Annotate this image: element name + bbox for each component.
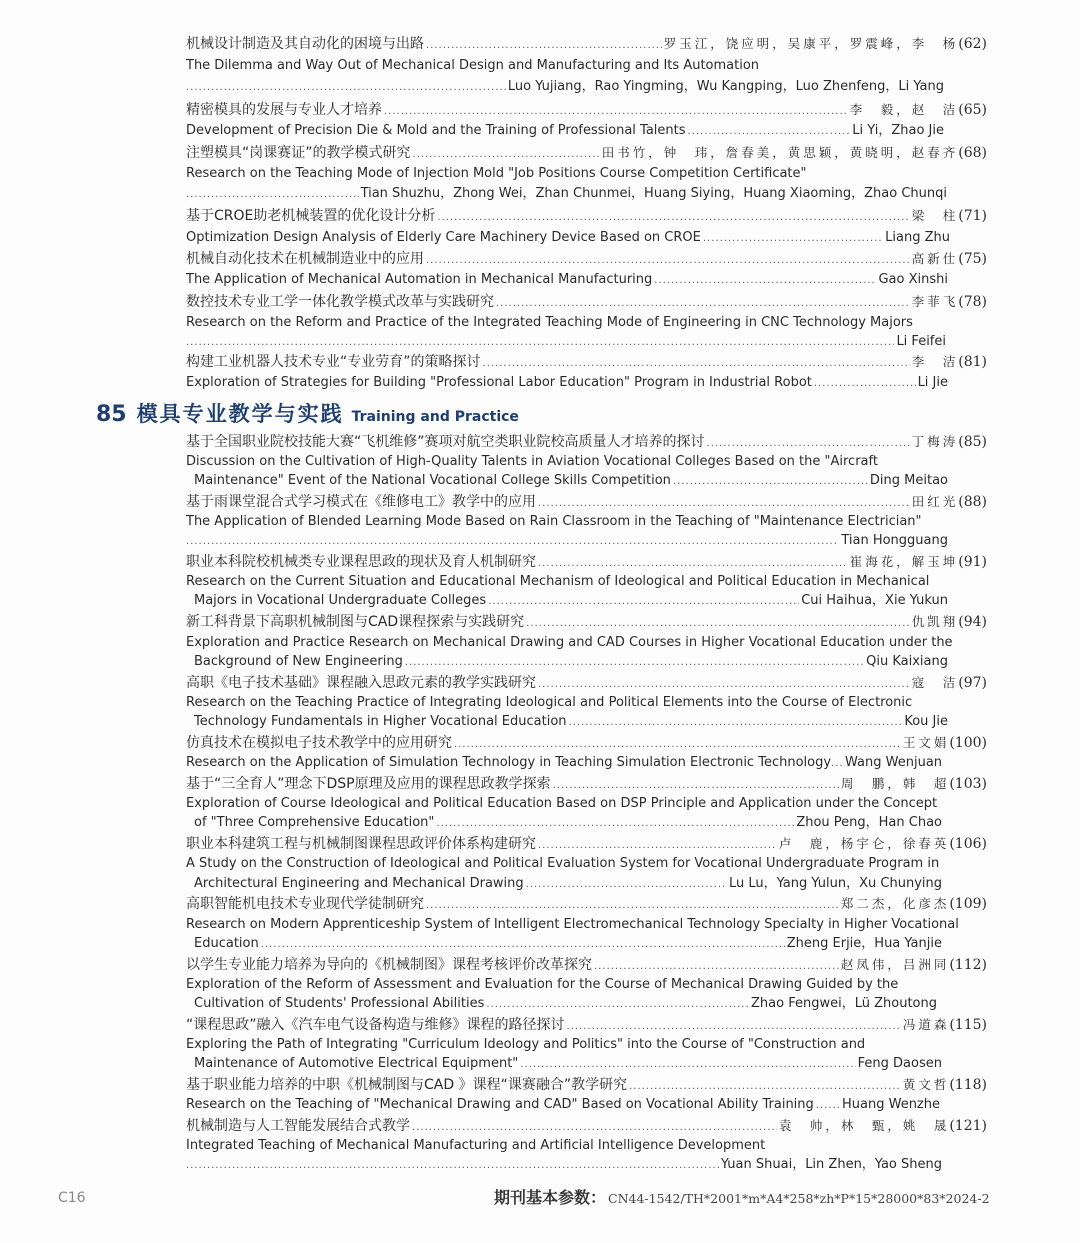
toc-entry-title-en: Exploration of Strategies for Building "Professional Labor Education" Program in Industrial Robot ..... Li Jie [186, 373, 948, 392]
toc-entry-title-en: Research on the Teaching Mode of Injection Mold "Job Positions Course Competition Certificate" [186, 166, 807, 181]
leader-dots [412, 1118, 777, 1137]
leader-dots [496, 294, 910, 313]
toc-entry-title-zh[interactable]: 仿真技术在模拟电子技术教学中的应用研究 ..... 王文娟 (100) [186, 733, 987, 752]
leader-dots [688, 122, 851, 141]
toc-entry-title-en: The Application of Mechanical Automation in Mechanical Manufacturing ..... Gao Xinshi [186, 270, 948, 289]
leader-dots [520, 1055, 855, 1074]
page-number: (75) [958, 251, 987, 267]
leader-dots [703, 229, 883, 248]
toc-entry-title-zh[interactable]: 基于全国职业院校技能大赛“飞机维修”赛项对航空类职业院校高质量人才培养的探讨 ..... 丁梅涛 (85) [186, 432, 987, 451]
journal-params-label: 期刊基本参数： [494, 1188, 607, 1207]
page-label: C16 [58, 1190, 86, 1206]
page-number: (85) [958, 434, 987, 450]
toc-entry-title-en: Research on the Teaching Practice of Integrating Ideological and Political Elements into the Course of Electronic [186, 695, 913, 710]
toc-entry-title-en: Research on the Application of Simulation Technology in Teaching Simulation Electronic Technology ..... Wang Wenjuan [186, 753, 938, 772]
toc-entry-title-en-cont: Maintenance of Automotive Electrical Equipment" ..... Feng Daosen [194, 1054, 942, 1073]
toc-entry-title-en: Exploration of the Reform of Assessment and Evaluation for the Course of Mechanical Drawing Guided by the [186, 977, 899, 992]
toc-entry-title-en-cont: Majors in Vocational Undergraduate Colleges ..... Cui Haihua，Xie Yukun [194, 591, 948, 610]
page-number: (91) [958, 554, 987, 570]
leader-dots [814, 374, 916, 393]
toc-entry-title-zh[interactable]: 基于“三全育人”理念下DSP原理及应用的课程思政教学探索 ..... 周 鹏，韩 超 (103) [186, 774, 987, 793]
section-number: 85 [96, 402, 127, 427]
toc-entry-title-zh[interactable]: 高职智能机电技术专业现代学徒制研究 ..... 郑二杰，化彦杰 (109) [186, 894, 987, 913]
leader-dots [186, 333, 894, 352]
leader-dots [186, 532, 839, 551]
toc-entry-authors-en: ..... Yuan Shuai，Lin Zhen，Yao Sheng [186, 1155, 942, 1174]
leader-dots [816, 1096, 840, 1115]
leader-dots [186, 1156, 719, 1175]
toc-entry-title-zh[interactable]: 新工科背景下高职机械制图与CAD课程探索与实践研究 ..... 仇凯翔 (94) [186, 612, 987, 631]
toc-entry-title-en-cont: Technology Fundamentals in Higher Vocational Education ..... Kou Jie [194, 712, 948, 731]
page-number: (97) [958, 675, 987, 691]
page-number: (106) [949, 836, 987, 852]
toc-entry-authors-en: ..... Tian Shuzhu，Zhong Wei，Zhan Chunmei，Huang Siying，Huang Xiaoming，Zhao Chunqi [186, 184, 947, 203]
toc-entry-title-zh[interactable]: 职业本科建筑工程与机械制图课程思政评价体系构建研究 ..... 卢 鹿，杨宇仑，徐春英 (106) [186, 834, 987, 853]
section-header [96, 398, 519, 428]
toc-entry-title-zh[interactable]: 构建工业机器人技术专业“专业劳育”的策略探讨 ..... 李 洁 (81) [186, 352, 987, 371]
leader-dots [538, 494, 910, 513]
toc-entry-title-en-cont: Background of New Engineering ..... Qiu Kaixiang [194, 652, 948, 671]
toc-entry-title-en: The Application of Blended Learning Mode Based on Rain Classroom in the Teaching of "Maintenance Electrician" [186, 514, 922, 529]
toc-entry-title-en: Research on the Reform and Practice of the Integrated Teaching Mode of Engineering in CNC Technology Majors [186, 315, 913, 330]
page-number: (100) [949, 735, 987, 751]
leader-dots [483, 354, 910, 373]
page-number: (115) [949, 1017, 987, 1033]
toc-entry-title-zh[interactable]: 高职《电子技术基础》课程融入思政元素的教学实践研究 ..... 寇 洁 (97) [186, 673, 987, 692]
toc-entry-title-en: Exploration and Practice Research on Mechanical Drawing and CAD Courses in Higher Vocational Education under the [186, 635, 953, 650]
leader-dots [426, 251, 910, 270]
leader-dots [437, 208, 909, 227]
toc-entry-title-zh[interactable]: 基于职业能力培养的中职《机械制图与CAD 》课程“课赛融合”教学研究 ..... 黄文哲 (118) [186, 1075, 987, 1094]
toc-entry-authors-en: ..... Tian Hongguang [186, 531, 948, 550]
toc-entry-title-zh[interactable]: 注塑模具“岗课赛证”的教学模式研究 ..... 田书竹，钟 玮，詹春美，黄思颖，黄晓明，赵春齐 (68) [186, 143, 987, 162]
toc-entry-title-en: Optimization Design Analysis of Elderly Care Machinery Device Based on CROE ..... Liang Zhu [186, 228, 950, 247]
page-number: (78) [958, 294, 987, 310]
toc-entry-title-en-cont: of "Three Comprehensive Education" ..... Zhou Peng，Han Chao [194, 813, 942, 832]
leader-dots [426, 36, 662, 55]
section-title-zh: 模具专业教学与实践 [136, 402, 344, 426]
toc-entry-title-en: Research on the Current Situation and Educational Mechanism of Ideological and Political Education in Mechanical [186, 574, 930, 589]
toc-entry-title-en: Exploring the Path of Integrating "Curriculum Ideology and Politics" into the Course of "Construction and [186, 1037, 866, 1052]
toc-entry-title-zh[interactable]: 数控技术专业工学一体化教学模式改革与实践研究 ..... 李菲飞 (78) [186, 292, 987, 311]
toc-entry-authors-en: ..... Li Feifei [186, 332, 946, 351]
page-number: (121) [949, 1118, 987, 1134]
leader-dots [654, 271, 876, 290]
leader-dots [629, 1077, 901, 1096]
leader-dots [594, 957, 839, 976]
leader-dots [538, 554, 848, 573]
toc-entry-title-zh[interactable]: 职业本科院校机械类专业课程思政的现状及育人机制研究 ..... 崔海花，解玉坤 (91) [186, 552, 987, 571]
leader-dots [454, 735, 901, 754]
toc-entry-title-zh[interactable]: “课程思政”融入《汽车电气设备构造与维修》课程的路径探讨 ..... 冯道森 (115) [186, 1015, 987, 1034]
toc-entry-title-en: A Study on the Construction of Ideological and Political Evaluation System for Vocational Undergraduate Program in [186, 856, 940, 871]
journal-params-value: CN44-1542/TH*2001*m*A4*258*zh*P*15*28000*83*2024-2 [608, 1191, 990, 1206]
leader-dots [707, 434, 910, 453]
toc-entry-title-en: Exploration of Course Ideological and Political Education Based on DSP Principle and Application under the Concept [186, 796, 938, 811]
toc-entry-title-en-cont: Maintenance" Event of the National Vocational College Skills Competition ..... Ding Meitao [194, 471, 948, 490]
leader-dots [569, 713, 903, 732]
toc-entry-title-zh[interactable]: 机械制造与人工智能发展结合式教学 ..... 袁 帅，林 甄，姚 晟 (121) [186, 1116, 987, 1135]
page-number: (88) [958, 494, 987, 510]
page-number: (81) [958, 354, 987, 370]
leader-dots [426, 896, 839, 915]
page-number: (65) [958, 102, 987, 118]
toc-entry-title-en-cont: Education ..... Zheng Erjie，Hua Yanjie [194, 934, 942, 953]
toc-entry-title-en-cont: Architectural Engineering and Mechanical Drawing ..... Lu Lu，Yang Yulun，Xu Chunying [194, 874, 942, 893]
leader-dots [567, 1017, 901, 1036]
toc-entry-title-en: Development of Precision Die & Mold and the Training of Professional Talents ..... Li Yi，Zhao Jie [186, 121, 944, 140]
section-title-en: Training and Practice [351, 409, 519, 425]
toc-entry-title-zh[interactable]: 精密模具的发展与专业人才培养 ..... 李 毅，赵 洁 (65) [186, 100, 987, 119]
leader-dots [261, 935, 785, 954]
journal-params [494, 1185, 990, 1208]
leader-dots [538, 836, 777, 855]
page-number: (71) [958, 208, 987, 224]
leader-dots [526, 875, 727, 894]
page-number: (109) [949, 896, 987, 912]
toc-entry-title-zh[interactable]: 基于雨课堂混合式学习模式在《维修电工》教学中的应用 ..... 田红光 (88) [186, 492, 987, 511]
leader-dots [186, 78, 506, 97]
leader-dots [538, 675, 910, 694]
leader-dots [831, 754, 845, 773]
toc-entry-title-zh[interactable]: 机械设计制造及其自动化的困境与出路 ..... 罗玉江，饶应明，吴康平，罗震峰，李 杨 (62) [186, 34, 987, 53]
page-number: (68) [958, 145, 987, 161]
toc-entry-title-zh[interactable]: 机械自动化技术在机械制造业中的应用 ..... 高新仕 (75) [186, 249, 987, 268]
page-number: (62) [958, 36, 987, 52]
toc-entry-title-zh[interactable]: 基于CROE助老机械装置的优化设计分析 ..... 梁 柱 (71) [186, 206, 987, 225]
page-number: (103) [949, 776, 987, 792]
leader-dots [384, 102, 848, 121]
toc-entry-title-en: Research on Modern Apprenticeship System of Intelligent Electromechanical Technology Specialty in Higher Vocational [186, 917, 959, 932]
leader-dots [488, 592, 799, 611]
toc-entry-title-en-cont: Cultivation of Students' Professional Abilities ..... Zhao Fengwei，Lü Zhoutong [194, 994, 937, 1013]
page-number: (94) [958, 614, 987, 630]
leader-dots [186, 185, 359, 204]
toc-entry-title-en: Discussion on the Cultivation of High-Quality Talents in Aviation Vocational Colleges Based on the "Aircraft [186, 454, 878, 469]
toc-entry-authors-en: ..... Luo Yujiang，Rao Yingming，Wu Kangping，Luo Zhenfeng，Li Yang [186, 77, 944, 96]
leader-dots [436, 814, 794, 833]
leader-dots [413, 145, 600, 164]
toc-entry-title-en: Research on the Teaching of "Mechanical Drawing and CAD" Based on Vocational Ability Training ..... Huang Wenzhe [186, 1095, 940, 1114]
leader-dots [486, 995, 749, 1014]
leader-dots [405, 653, 864, 672]
leader-dots [526, 614, 910, 633]
leader-dots [553, 776, 839, 795]
toc-entry-title-en: The Dilemma and Way Out of Mechanical Design and Manufacturing and Its Automation [186, 58, 760, 73]
toc-entry-title-zh[interactable]: 以学生专业能力培养为导向的《机械制图》课程考核评价改革探究 ..... 赵凤伟，吕洲同 (112) [186, 955, 987, 974]
toc-entry-title-en: Integrated Teaching of Mechanical Manufacturing and Artificial Intelligence Development [186, 1138, 766, 1153]
page-number: (112) [949, 957, 987, 973]
leader-dots [673, 472, 868, 491]
page-number: (118) [949, 1077, 987, 1093]
